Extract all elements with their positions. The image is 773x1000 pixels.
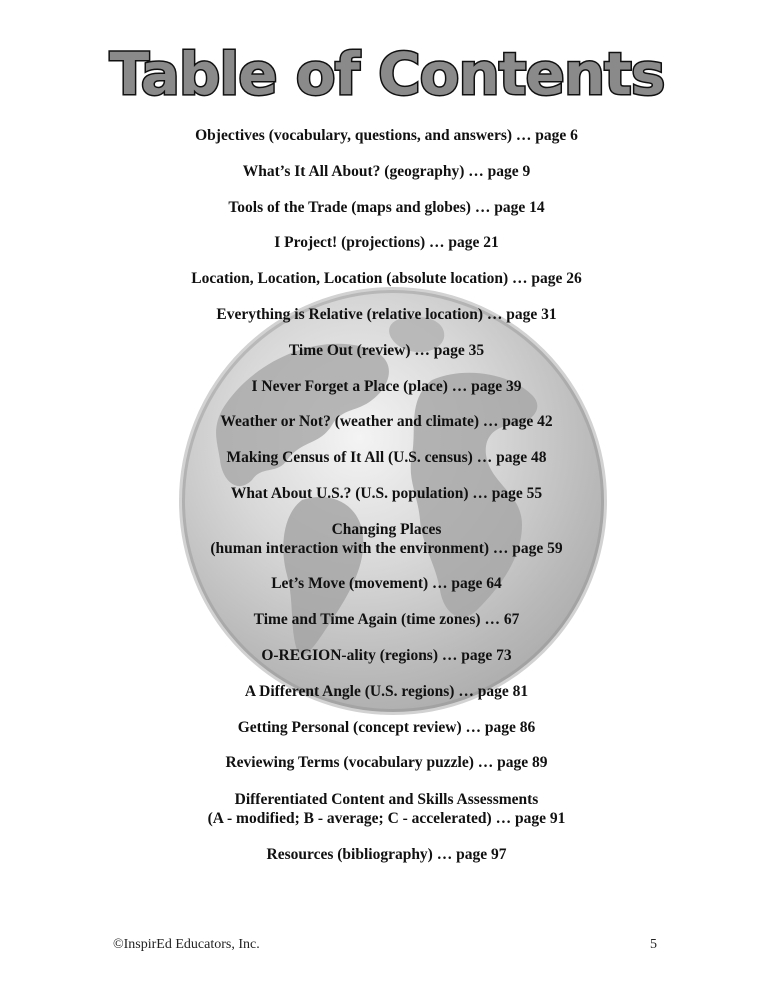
toc-entry-text: What About U.S.? (U.S. population) … page 55 (230, 485, 543, 502)
toc-entry-text: A Different Angle (U.S. regions) … page 81 (244, 683, 529, 700)
toc-entry-text: Time Out (review) … page 35 (288, 342, 485, 359)
toc-entry-text: Tools of the Trade (maps and globes) … page 14 (228, 199, 545, 216)
toc-entry (0, 233, 773, 252)
toc-entry (0, 790, 773, 828)
toc-entry-text: Time and Time Again (time zones) … 67 (253, 611, 520, 628)
toc-entry (0, 341, 773, 360)
toc-entry-text: Objectives (vocabulary, questions, and answers) … page 6 (195, 127, 578, 144)
toc-entry (0, 126, 773, 145)
toc-entry (0, 412, 773, 431)
toc-entry (0, 646, 773, 665)
page-number: 5 (650, 937, 657, 952)
toc-entry-text: (A - modified; B - average; C - accelerated) … page 91 (207, 810, 566, 827)
toc-entry-text: Location, Location, Location (absolute location) … page 26 (191, 270, 582, 287)
toc-entry-text: I Never Forget a Place (place) … page 39 (251, 378, 522, 395)
toc-entry-text: Getting Personal (concept review) … page 86 (237, 719, 536, 736)
toc-entry (0, 162, 773, 181)
toc-entry (0, 718, 773, 737)
toc-entry-text: Making Census of It All (U.S. census) … page 48 (226, 449, 547, 466)
toc-entry (0, 753, 773, 772)
toc-entry (0, 682, 773, 701)
toc-entry (0, 520, 773, 558)
title-graphic (109, 28, 664, 116)
toc-entry (0, 610, 773, 629)
toc-entry (0, 305, 773, 324)
toc-entry-text: Changing Places (331, 521, 442, 538)
toc-entry (0, 484, 773, 503)
toc-entry (0, 448, 773, 467)
toc-entry-text: O-REGION-ality (regions) … page 73 (261, 647, 512, 664)
title-text: Table of Contents (109, 40, 664, 108)
toc-entry-text: Resources (bibliography) … page 97 (266, 846, 507, 863)
toc-entry-text: Everything is Relative (relative location) … page 31 (216, 306, 557, 323)
footer-copyright: ©InspirEd Educators, Inc. (113, 937, 260, 952)
toc-entry-text: Let’s Move (movement) … page 64 (271, 575, 502, 592)
page-title (0, 28, 773, 116)
toc-entry-text: Reviewing Terms (vocabulary puzzle) … page 89 (225, 754, 548, 771)
toc-entry (0, 198, 773, 217)
toc-entry-text: Weather or Not? (weather and climate) … page 42 (220, 413, 553, 430)
toc-entry (0, 574, 773, 593)
toc-entry (0, 269, 773, 288)
toc-entry-text: (human interaction with the environment) … page 59 (210, 540, 563, 557)
toc-entry-text: What’s It All About? (geography) … page 9 (242, 163, 531, 180)
toc-entry (0, 377, 773, 396)
toc-entry-text: Differentiated Content and Skills Assessments (234, 791, 539, 808)
toc-entry-text: I Project! (projections) … page 21 (274, 234, 499, 251)
toc-entry (0, 845, 773, 864)
